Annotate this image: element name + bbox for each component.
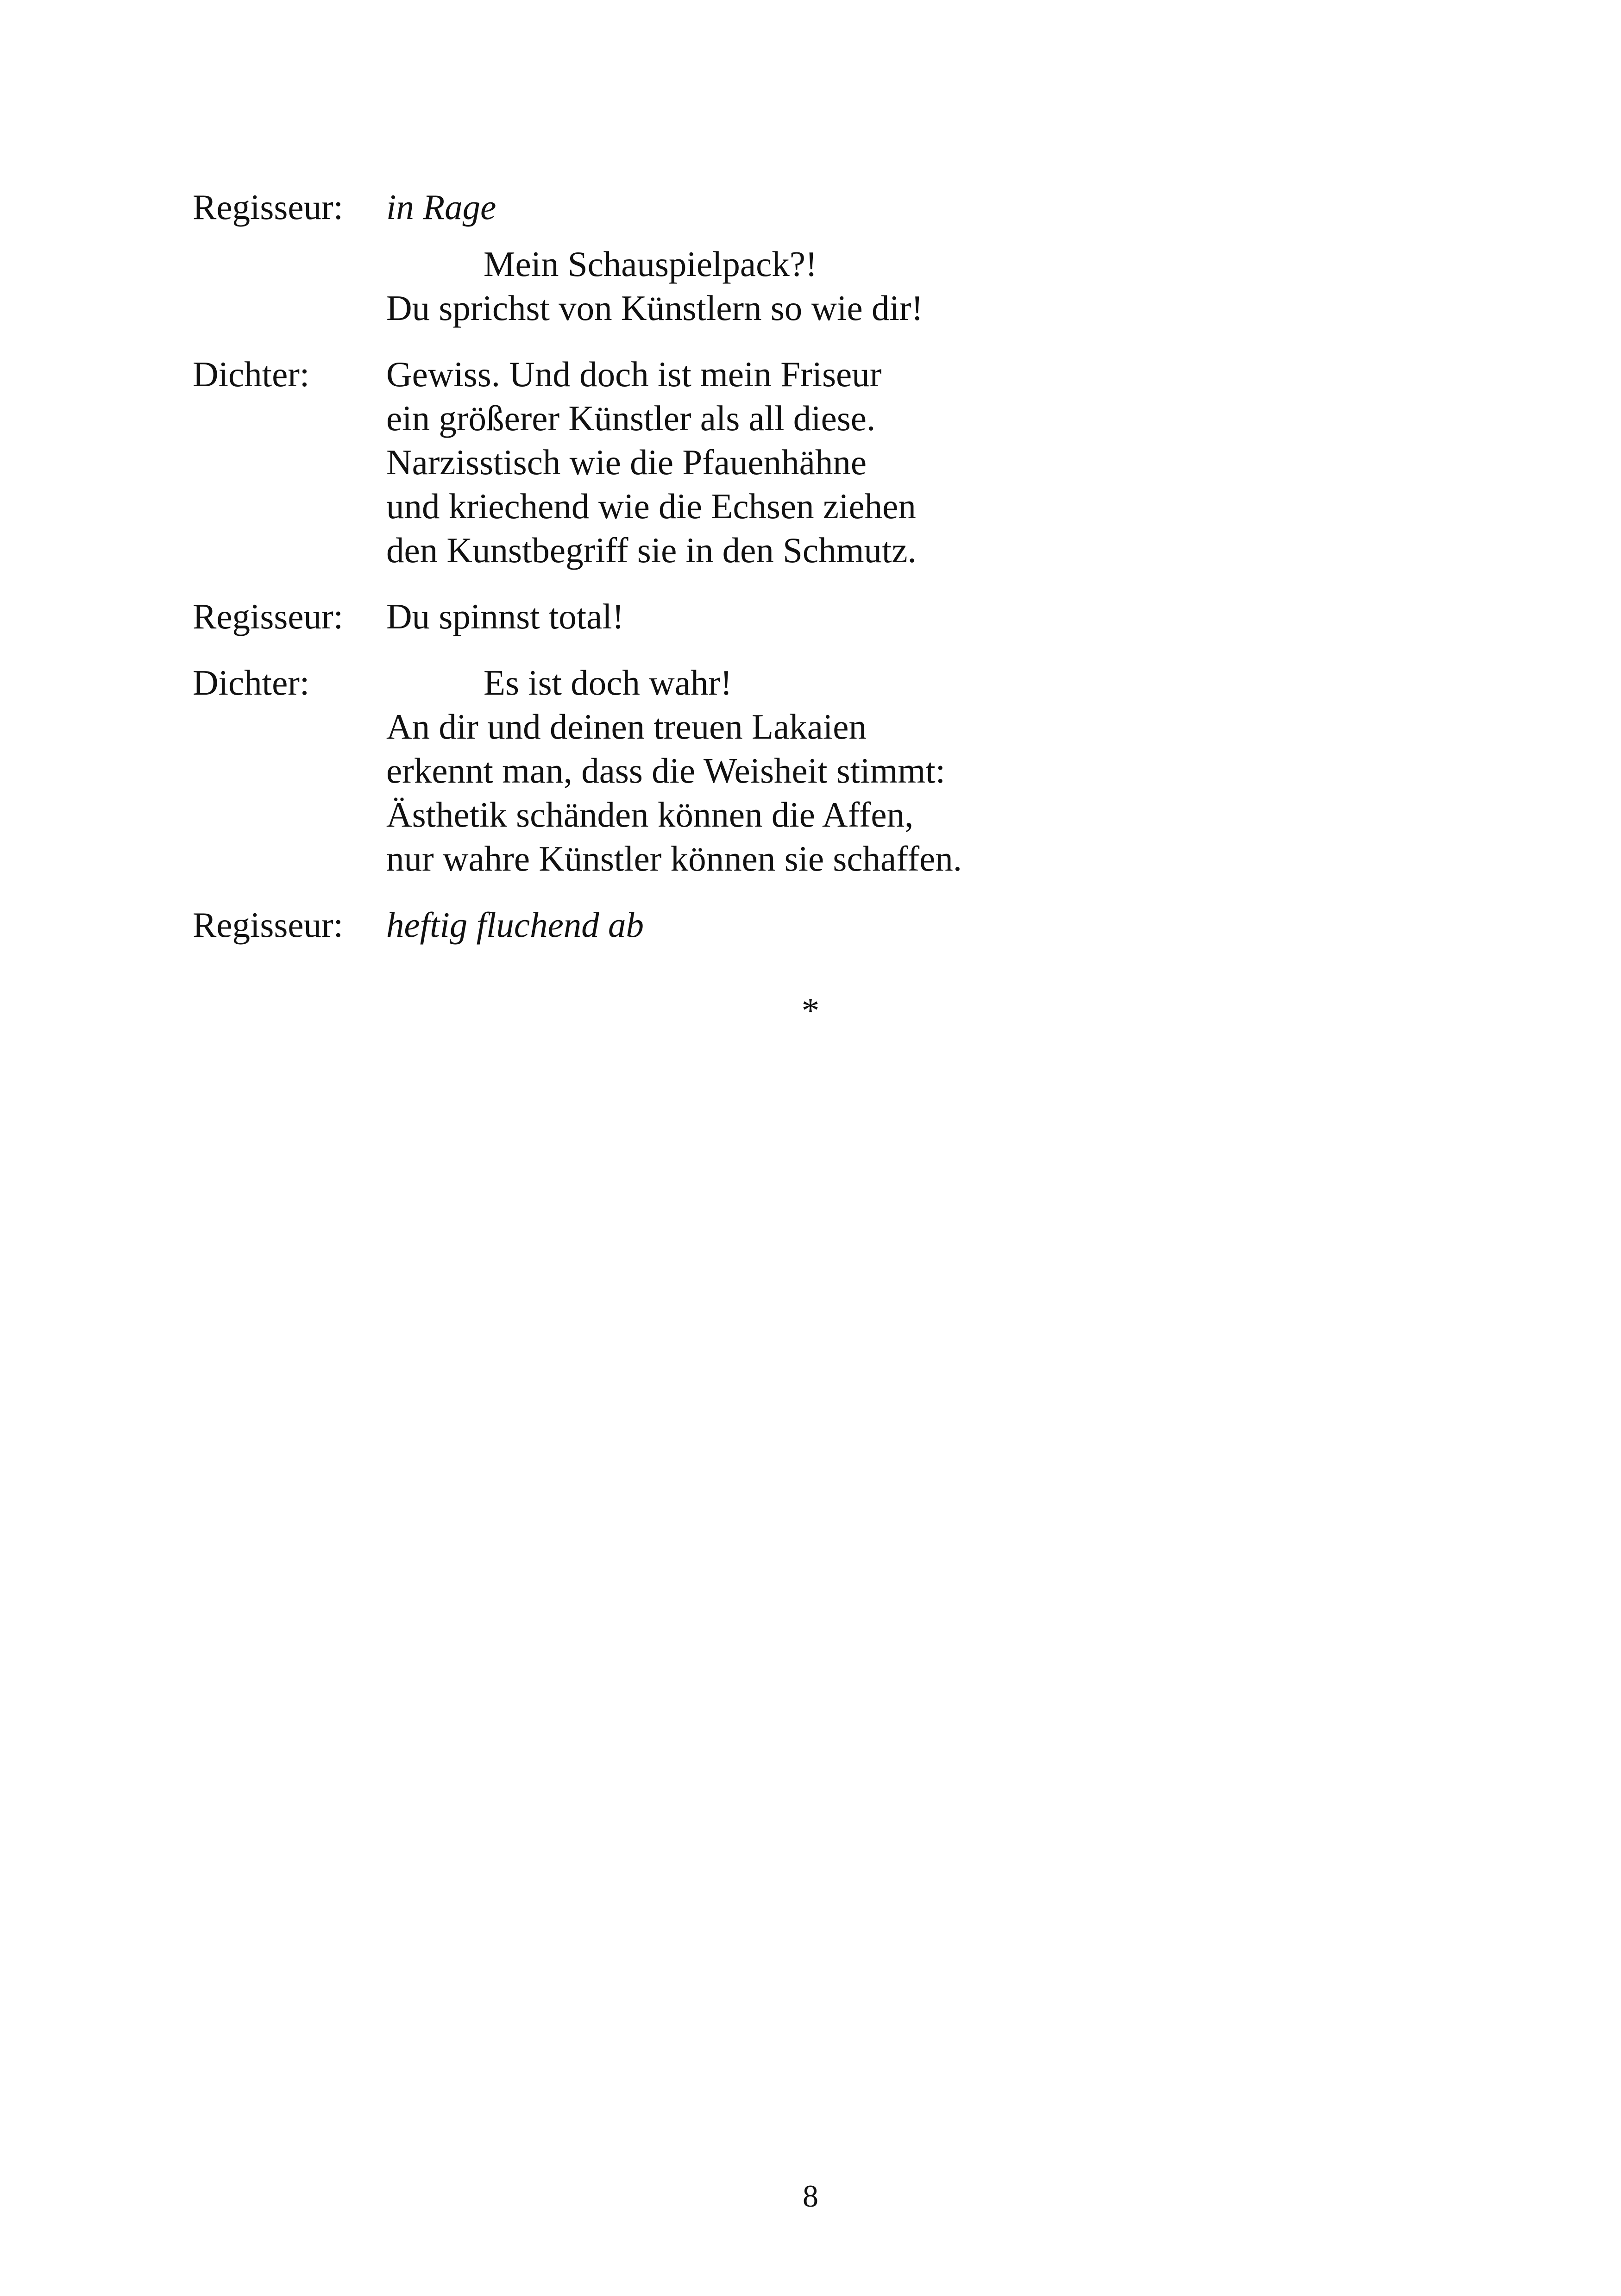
stage-direction: heftig fluchend ab xyxy=(386,905,644,945)
speech-block xyxy=(386,352,1443,572)
speech-continuation xyxy=(386,242,1443,330)
speaker-name: Regisseur: xyxy=(193,905,344,945)
dialogue-entry-regisseur-2 xyxy=(193,595,1443,639)
speech-line: nur wahre Künstler können sie schaffen. xyxy=(386,839,962,878)
dialogue-entry-regisseur-1 xyxy=(193,185,1443,229)
speaker-name: Dichter: xyxy=(193,354,310,394)
speech-block xyxy=(386,185,1443,229)
speech-line: An dir und deinen treuen Lakaien xyxy=(386,707,867,747)
speech-block xyxy=(386,661,1443,881)
dialogue-entry-regisseur-3 xyxy=(193,903,1443,947)
speech-line: Ästhetik schänden können die Affen, xyxy=(386,795,914,834)
speech-block xyxy=(386,595,1443,639)
speech-line: den Kunstbegriff sie in den Schmutz. xyxy=(386,530,917,570)
speech-line: ein größerer Künstler als all diese. xyxy=(386,398,876,438)
play-script xyxy=(193,185,1443,969)
dialogue-entry-dichter-2 xyxy=(193,661,1443,881)
section-break-asterisk: * xyxy=(801,991,820,1030)
speech-line: Du spinnst total! xyxy=(386,596,624,636)
page-number: 8 xyxy=(803,2178,818,2214)
speech-line: Du sprichst von Künstlern so wie dir! xyxy=(386,288,924,328)
speaker-name: Regisseur: xyxy=(193,187,344,227)
speech-line: Gewiss. Und doch ist mein Friseur xyxy=(386,354,882,394)
speech-line: erkennt man, dass die Weisheit stimmt: xyxy=(386,751,946,790)
speech-line: Es ist doch wahr! xyxy=(484,663,732,703)
dialogue-entry-dichter-1 xyxy=(193,352,1443,572)
stage-direction: in Rage xyxy=(386,187,496,227)
speaker-name: Regisseur: xyxy=(193,596,344,636)
speaker-name: Dichter: xyxy=(193,663,310,703)
speech-line: und kriechend wie die Echsen ziehen xyxy=(386,486,916,526)
speech-line: Narzisstisch wie die Pfauenhähne xyxy=(386,442,867,482)
speech-line: Mein Schauspielpack?! xyxy=(484,244,817,284)
speech-block xyxy=(386,903,1443,947)
